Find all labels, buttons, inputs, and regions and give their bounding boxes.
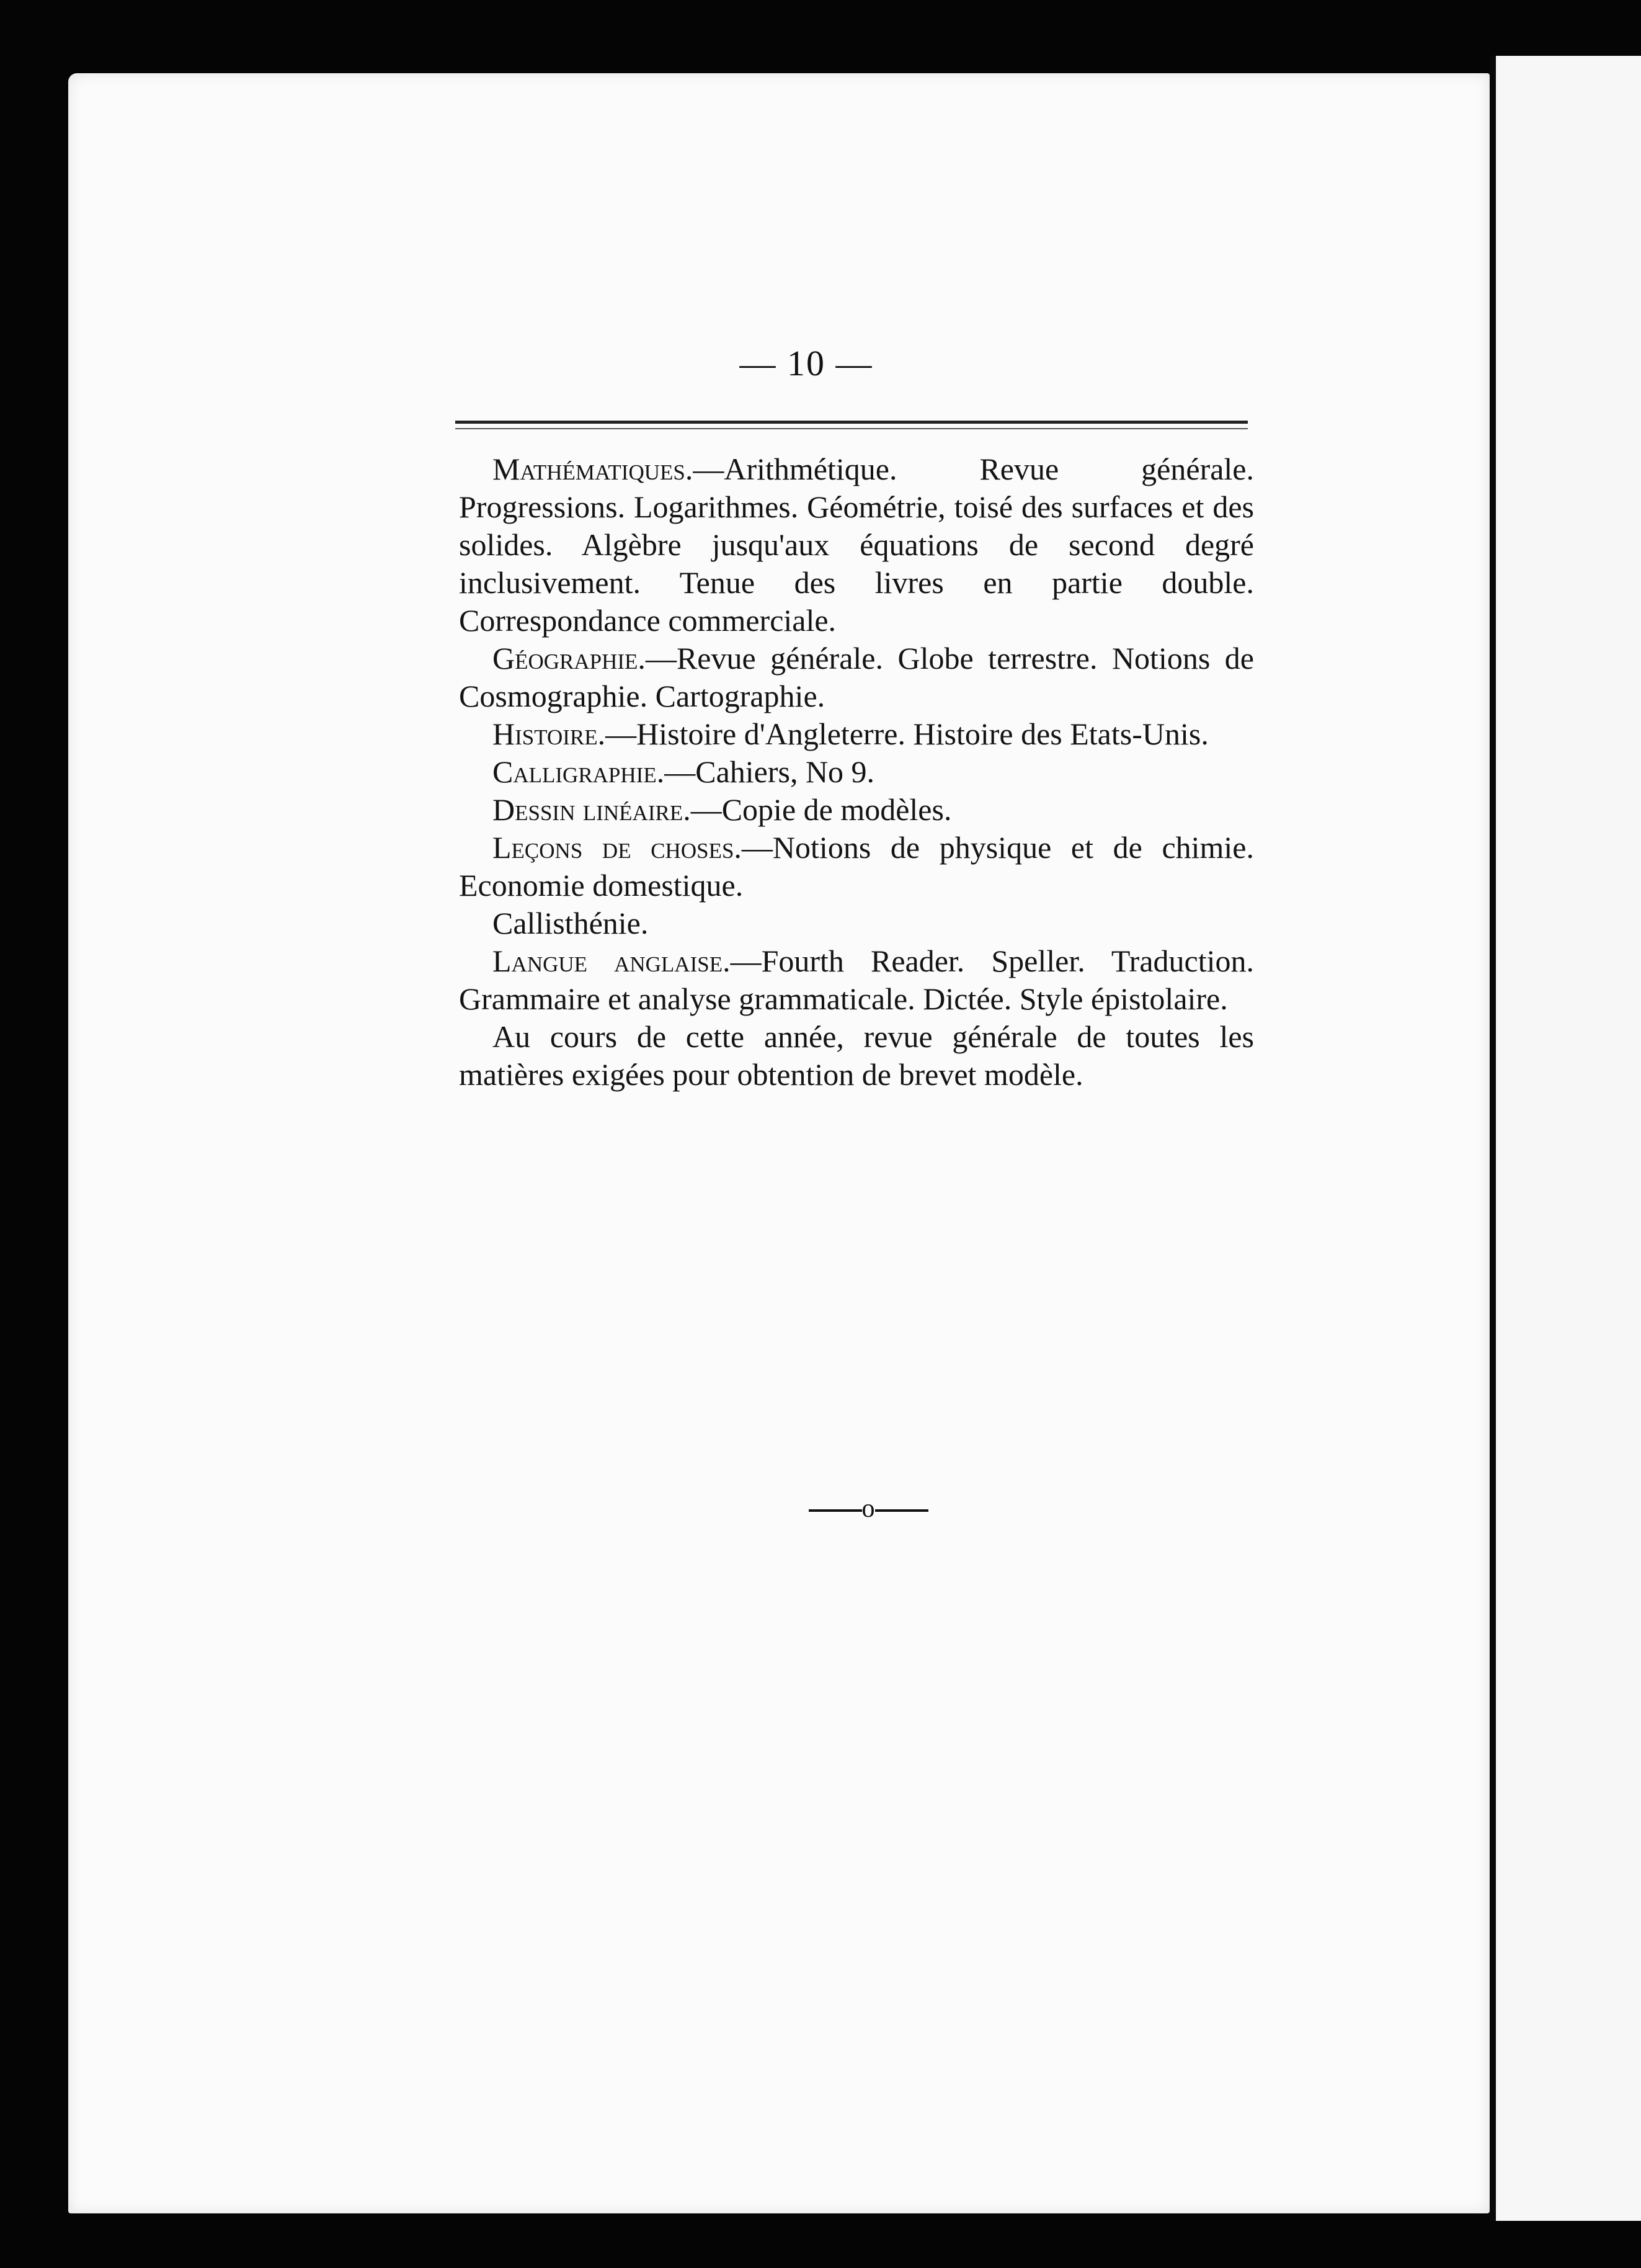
ornament-dash-right: [875, 1509, 928, 1512]
paragraph-heading: Leçons de choses.: [492, 830, 742, 865]
header-rule: [455, 421, 1248, 424]
ornament-circle: o: [861, 1494, 875, 1523]
ornament-dash-left: [809, 1509, 862, 1512]
paragraph-text: —Fourth Reader. Speller. Traduction. Grammaire et analyse grammaticale. Dictée. Style épistolaire.: [459, 944, 1254, 1016]
header-rule-thin: [455, 428, 1248, 429]
end-ornament: [794, 1494, 943, 1524]
paragraph-revue-generale: [459, 1018, 1254, 1094]
paragraph-mathematiques: [459, 450, 1254, 640]
paragraph-callisthenie: [459, 904, 1254, 942]
paragraph-text: —Histoire d'Angleterre. Histoire des Etats-Unis.: [605, 717, 1209, 751]
paragraph-text: Callisthénie.: [492, 906, 649, 940]
paragraph-histoire: [459, 715, 1254, 753]
paragraph-heading: Mathématiques.: [492, 452, 693, 486]
paragraph-heading: Géographie.: [492, 641, 646, 676]
book-page: [68, 73, 1490, 2213]
paragraph-langue-anglaise: [459, 942, 1254, 1018]
facing-page-edge: [1496, 56, 1641, 2221]
paragraph-heading: Dessin linéaire.: [492, 792, 691, 827]
paragraph-text: —Cahiers, No 9.: [664, 754, 875, 789]
curriculum-text: [459, 450, 1254, 1094]
paragraph-lecons-de-choses: [459, 829, 1254, 904]
paragraph-heading: Histoire.: [492, 717, 606, 751]
paragraph-text: Au cours de cette année, revue générale de toutes les matières exigées pour obtention de brevet modèle.: [459, 1019, 1254, 1092]
paragraph-text: —Notions de physique et de chimie. Economie domestique.: [459, 830, 1255, 903]
page-number: — 10 —: [739, 343, 873, 383]
paragraph-text: —Arithmétique. Revue générale. Progressions. Logarithmes. Géométrie, toisé des surfaces et des solides. Algèbre jusqu'aux équations de second degré inclusivement. Tenue des livres en partie double. Correspondance commerciale.: [459, 452, 1254, 638]
paragraph-text: —Copie de modèles.: [690, 792, 952, 827]
paragraph-calligraphie: [459, 753, 1254, 791]
paragraph-heading: Calligraphie.: [492, 754, 665, 789]
paragraph-heading: Langue anglaise.: [492, 944, 731, 978]
paragraph-geographie: [459, 640, 1254, 715]
paragraph-text: —Revue générale. Globe terrestre. Notions de Cosmographie. Cartographie.: [459, 641, 1254, 713]
paragraph-dessin-lineaire: [459, 791, 1254, 829]
